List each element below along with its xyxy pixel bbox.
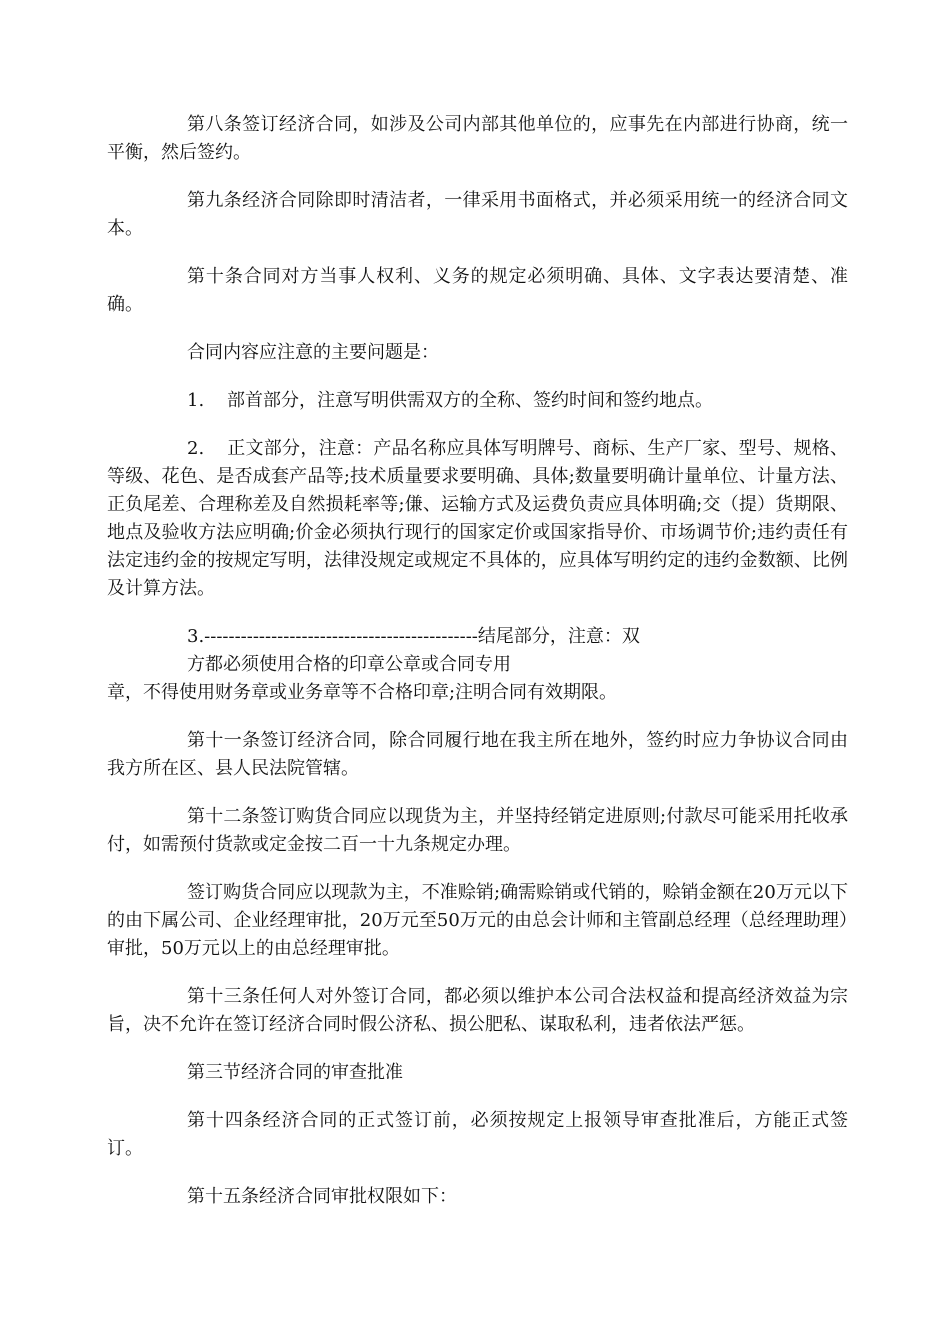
list-item-3-line-2: 方都必须使用合格的印章公章或合同专用 xyxy=(187,654,511,675)
issues-heading: 合同内容应注意的主要问题是： xyxy=(187,342,439,363)
list-item-2 xyxy=(107,435,848,603)
document-page xyxy=(107,111,848,1231)
article-9: 第九条经济合同除即时清洁者，一律采用书面格式，并必须采用统一的经济合同文本。 xyxy=(107,190,848,239)
article-10: 第十条合同对方当事人权利、义务的规定必须明确、具体、文字表达要清楚、准确。 xyxy=(107,266,848,315)
list-item-2-number: 2. xyxy=(187,438,205,459)
list-item-3-line-3: 章，不得使用财务章或业务章等不合格印章;注明合同有效期限。 xyxy=(107,682,618,703)
list-item-3-line-1: 3.---------------------------------------------结尾部分，注意：双 xyxy=(187,626,640,647)
article-12: 第十二条签订购货合同应以现货为主，并坚持经销定进原则;付款尽可能采用托收承付，如需预付货款或定金按二百一十九条规定办理。 xyxy=(107,806,848,855)
article-12-continued: 签订购货合同应以现款为主，不准赊销;确需赊销或代销的，赊销金额在20万元以下的由下属公司、企业经理审批，20万元至50万元的由总会计师和主管副总经理（总经理助理）审批，50万元以上的由总经理审批。 xyxy=(107,882,848,959)
list-item-2-text: 正文部分，注意：产品名称应具体写明牌号、商标、生产厂家、型号、规格、等级、花色、是否成套产品等;技术质量要求要明确、具体;数量要明确计量单位、计量方法、正负尾差、合理称差及自然损耗率等;傔、运输方式及运费负责应具体明确;交（提）货期限、地点及验收方法应明确;价金必须执行现行的国家定价或国家指导价、市场调节价;违约责任有法定违约金的按规定写明，法律没规定或规定不具体的，应具体写明约定的违约金数额、比例及计算方法。 xyxy=(107,438,848,599)
article-8: 第八条签订经济合同，如涉及公司内部其他单位的，应事先在内部进行协商，统一平衡，然后签约。 xyxy=(107,114,848,163)
article-11: 第十一条签订经济合同，除合同履行地在我主所在地外，签约时应力争协议合同由我方所在区、县人民法院管辖。 xyxy=(107,730,848,779)
list-item-1-text: 部首部分，注意写明供需双方的全称、签约时间和签约地点。 xyxy=(227,390,713,411)
section-3-heading: 第三节经济合同的审查批准 xyxy=(187,1062,403,1083)
article-15: 第十五条经济合同审批权限如下： xyxy=(187,1186,457,1207)
article-14: 第十四条经济合同的正式签订前，必须按规定上报领导审查批准后，方能正式签订。 xyxy=(107,1110,848,1159)
article-13: 第十三条任何人对外签订合同，都必须以维护本公司合法权益和提高经济效益为宗旨，决不允许在签订经济合同时假公济私、损公肥私、谋取私利，违者依法严惩。 xyxy=(107,986,848,1035)
list-item-1-number: 1. xyxy=(187,390,205,411)
list-item-3 xyxy=(107,623,848,707)
list-item-1 xyxy=(107,387,848,415)
